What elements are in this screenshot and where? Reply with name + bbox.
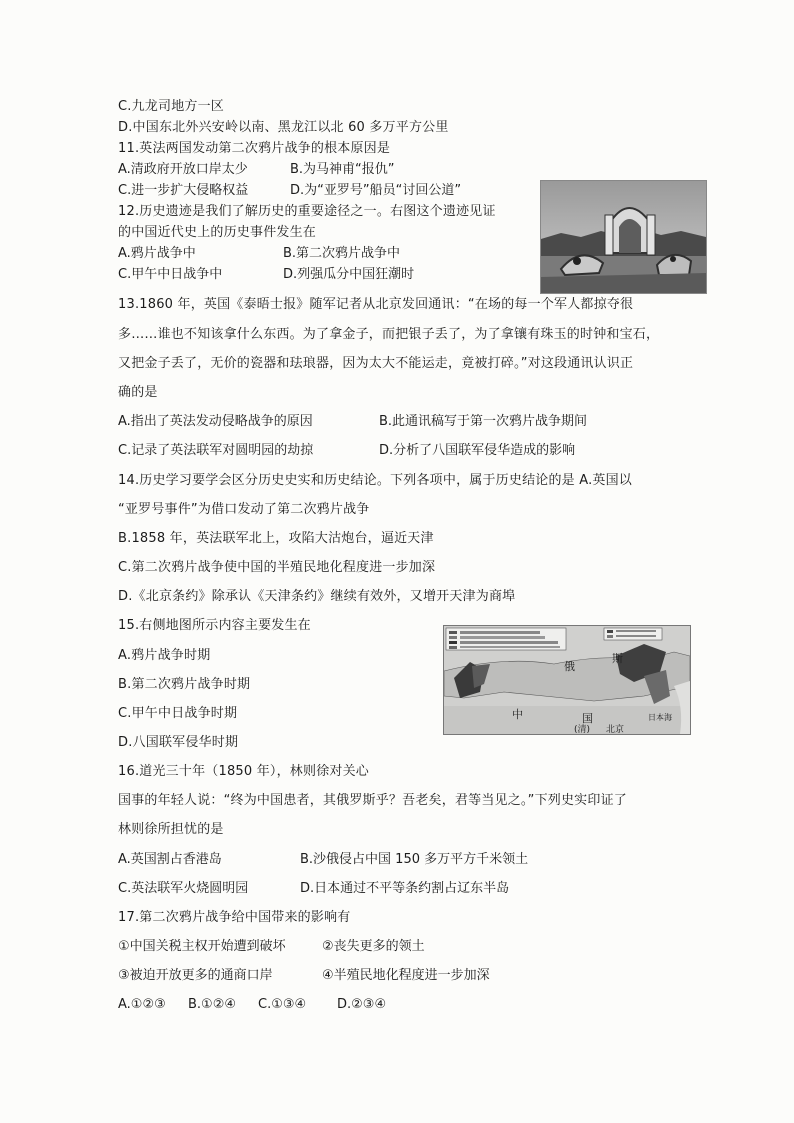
question-13-line4: 确的是 [118,385,158,400]
q17-option-b[interactable]: B.①②④ [188,997,237,1012]
q16-option-a[interactable]: A.英国割占香港岛 [118,852,222,867]
q17-option-d[interactable]: D.②③④ [337,997,387,1012]
q11-option-c[interactable]: C.进一步扩大侵略权益 [118,183,249,198]
map-label-si: 斯 [612,652,623,665]
q17-statement-4: ④半殖民地化程度进一步加深 [322,968,490,983]
question-13-line3: 又把金子丢了，无价的瓷器和珐琅器，因为太大不能运走，竟被打碎。”对这段通讯认识正 [118,356,634,371]
question-15: 15.右侧地图所示内容主要发生在 [118,618,311,633]
q17-statement-3: ③被迫开放更多的通商口岸 [118,968,273,983]
q15-option-d[interactable]: D.八国联军侵华时期 [118,735,239,750]
map-label-sea: 日本海 [648,713,672,722]
q14-option-d[interactable]: D.《北京条约》除承认《天津条约》继续有效外，又增开天津为商埠 [118,589,516,604]
yuanmingyuan-ruins-photo [540,180,707,294]
territory-map [443,625,691,735]
question-14-line2: “亚罗号事件”为借口发动了第二次鸦片战争 [118,502,370,517]
q15-option-b[interactable]: B.第二次鸦片战争时期 [118,677,251,692]
q11-option-d[interactable]: D.为“亚罗号”船员“讨回公道” [290,183,462,198]
q16-option-b[interactable]: B.沙俄侵占中国 150 多万平方千米领土 [300,852,529,867]
q11-option-b[interactable]: B.为马神甫“报仇” [290,162,395,177]
map-label-beijing: 北京 [606,725,625,735]
q12-option-d[interactable]: D.列强瓜分中国狂潮时 [283,267,415,282]
q13-option-a[interactable]: A.指出了英法发动侵略战争的原因 [118,414,313,429]
q16-option-d[interactable]: D.日本通过不平等条约割占辽东半岛 [300,881,510,896]
map-label-qing: (清) [574,725,591,735]
question-17: 17.第二次鸦片战争给中国带来的影响有 [118,910,351,925]
q11-option-a[interactable]: A.清政府开放口岸太少 [118,162,248,177]
q13-option-c[interactable]: C.记录了英法联军对圆明园的劫掠 [118,443,314,458]
question-13-line1: 13.1860 年，英国《泰晤士报》随军记者从北京发回通讯：“在场的每一个军人都掠夺很 [118,297,634,312]
question-13-line2: 多……谁也不知该拿什么东西。为了拿金子，而把银子丢了，为了拿镶有珠玉的时钟和宝石， [118,327,660,342]
q14-option-c[interactable]: C.第二次鸦片战争使中国的半殖民地化程度进一步加深 [118,560,436,575]
q17-statement-2: ②丧失更多的领土 [322,939,425,954]
map-label-china: 中 [512,708,523,721]
option-d-previous: D.中国东北外兴安岭以南、黑龙江以北 60 多万平方公里 [118,120,449,135]
question-11: 11.英法两国发动第二次鸦片战争的根本原因是 [118,141,391,156]
q16-option-c[interactable]: C.英法联军火烧圆明园 [118,881,249,896]
q15-option-a[interactable]: A.鸦片战争时期 [118,648,211,663]
q12-option-c[interactable]: C.甲午中日战争中 [118,267,223,282]
question-16-line2: 国事的年轻人说：“终为中国患者，其俄罗斯乎？吾老矣，君等当见之。”下列史实印证了 [118,793,627,808]
q15-option-c[interactable]: C.甲午中日战争时期 [118,706,238,721]
question-16-line3: 林则徐所担忧的是 [118,822,224,837]
question-14-line1: 14.历史学习要学会区分历史史实和历史结论。下列各项中，属于历史结论的是 A.英国以 [118,473,633,488]
q12-option-b[interactable]: B.第二次鸦片战争中 [283,246,401,261]
q13-option-b[interactable]: B.此通讯稿写于第一次鸦片战争期间 [379,414,588,429]
q14-option-b[interactable]: B.1858 年，英法联军北上，攻陷大沽炮台，逼近天津 [118,531,434,546]
question-12-line2: 的中国近代史上的历史事件发生在 [118,225,317,240]
question-16-line1: 16.道光三十年（1850 年），林则徐对关心 [118,764,369,779]
q17-option-a[interactable]: A.①②③ [118,997,166,1012]
q17-option-c[interactable]: C.①③④ [258,997,307,1012]
option-c-previous: C.九龙司地方一区 [118,99,225,114]
map-label-guo: 国 [582,712,593,725]
question-12-line1: 12.历史遗迹是我们了解历史的重要途径之一。右图这个遗迹见证 [118,204,496,219]
q17-statement-1: ①中国关税主权开始遭到破坏 [118,939,286,954]
q13-option-d[interactable]: D.分析了八国联军侵华造成的影响 [379,443,576,458]
q12-option-a[interactable]: A.鸦片战争中 [118,246,196,261]
map-label-russia: 俄 [564,660,575,673]
